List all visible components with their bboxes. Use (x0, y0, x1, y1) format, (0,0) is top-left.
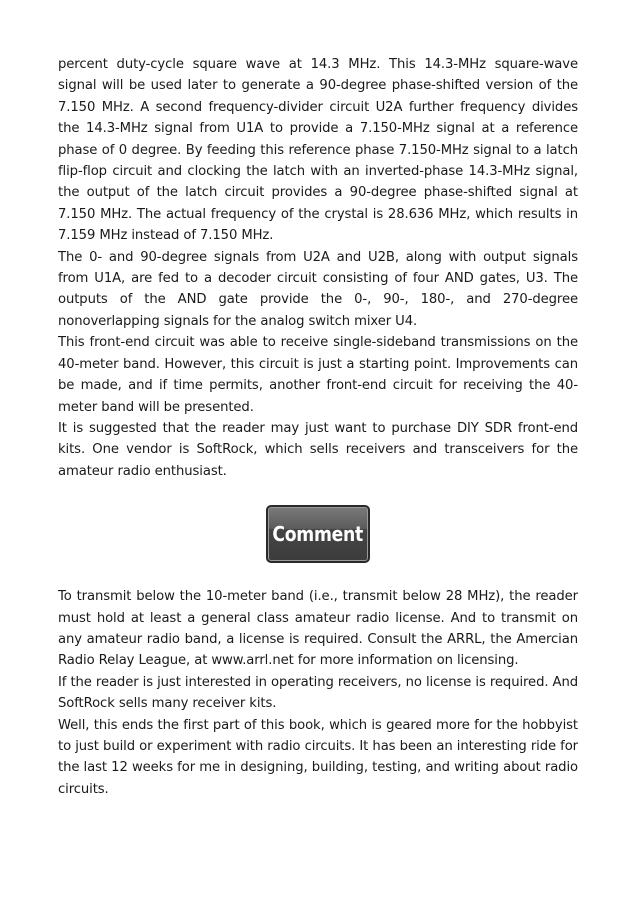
body-paragraph: If the reader is just interested in operating receivers, no license is required. And SoftRock sells many receiver kits. (58, 674, 578, 712)
comment-badge-label: Comment (272, 522, 364, 547)
comment-badge-icon (266, 505, 370, 563)
body-paragraph: Well, this ends the first part of this book, which is geared more for the hobbyist to just build or experiment with radio circuits. It has been an interesting ride for the last 12 weeks for me in designing, building, testing, and writing about radio circuits. (58, 717, 578, 797)
comment-badge-container (58, 482, 578, 586)
body-paragraph: This front-end circuit was able to receive single-sideband transmissions on the 40-meter band. However, this circuit is just a starting point. Improvements can be made, and if time permits, another front-end circuit for receiving the 40-meter band will be presented. (58, 335, 578, 415)
body-paragraph: It is suggested that the reader may just want to purchase DIY SDR front-end kits. One vendor is SoftRock, which sells receivers and transceivers for the amateur radio enthusiast. (58, 420, 578, 479)
page-content (58, 54, 578, 800)
body-paragraph: To transmit below the 10-meter band (i.e., transmit below 28 MHz), the reader must hold at least a general class amateur radio license. And to transmit on any amateur radio band, a license is required. Consult the ARRL, the Amercian Radio Relay League, at www.arrl.net for more information on licensing. (58, 589, 578, 669)
body-paragraph: The 0- and 90-degree signals from U2A and U2B, along with output signals from U1A, are fed to a decoder circuit consisting of four AND gates, U3. The outputs of the AND gate provide the 0-, 90-, 180-, and 270-degree nonoverlapping signals for the analog switch mixer U4. (58, 249, 578, 329)
body-paragraph: percent duty-cycle square wave at 14.3 MHz. This 14.3-MHz square-wave signal will be used later to generate a 90-degree phase-shifted version of the 7.150 MHz. A second frequency-divider circuit U2A further frequency divides the 14.3-MHz signal from U1A to provide a 7.150-MHz signal at a reference phase of 0 degree. By feeding this reference phase 7.150-MHz signal to a latch flip-flop circuit and clocking the latch with an inverted-phase 14.3-MHz signal, the output of the latch circuit provides a 90-degree phase-shifted signal at 7.150 MHz. The actual frequency of the crystal is 28.636 MHz, which results in 7.159 MHz instead of 7.150 MHz. (58, 57, 578, 244)
